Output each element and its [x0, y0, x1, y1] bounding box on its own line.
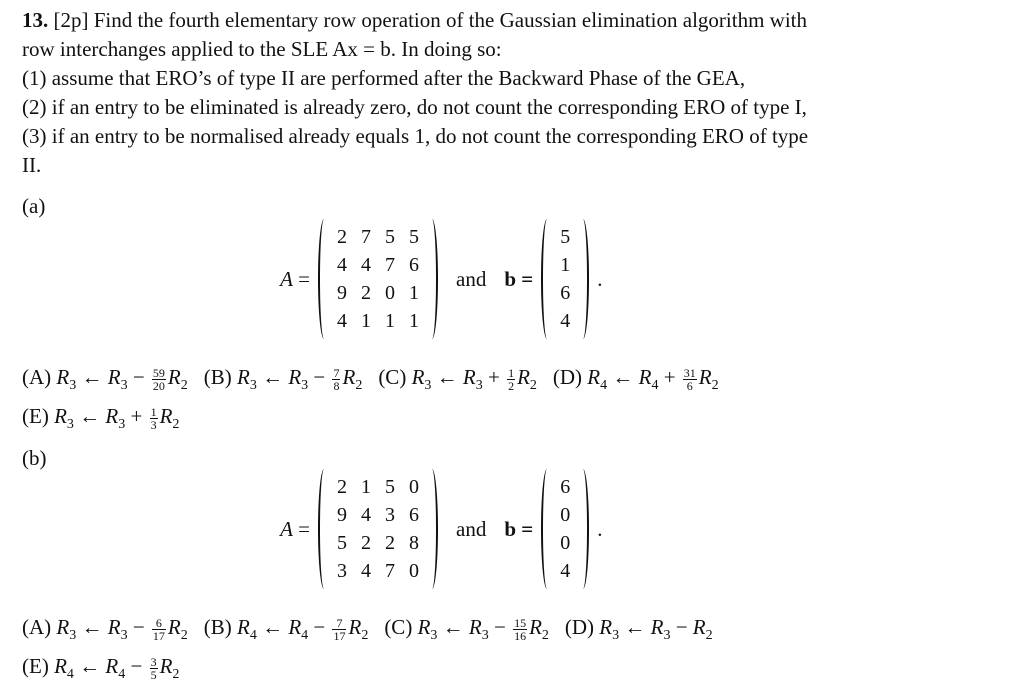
matrix-cell: 5	[385, 226, 395, 248]
row-source: $R_3$	[462, 365, 483, 394]
vector-b-table	[553, 223, 577, 335]
option-key: (B)	[203, 615, 237, 639]
row-target: $R_3$	[56, 615, 77, 644]
matrix-cell: 0	[409, 560, 419, 582]
condition-3: (3) if an entry to be normalised already equals 1, do not count the corresponding ERO of type	[22, 124, 809, 148]
row-pivot: $R_2$	[348, 615, 369, 644]
fraction	[332, 617, 346, 642]
matrix-cell: 1	[361, 476, 371, 498]
option-b	[203, 615, 369, 644]
matrix-cell: 5	[337, 532, 347, 554]
condition-1: (1) assume that ERO’s of type II are performed after the Backward Phase of the GEA,	[22, 66, 746, 90]
row-target: $R_4$	[236, 615, 257, 644]
options-line	[22, 651, 729, 690]
row-pivot: $R_2$	[167, 615, 188, 644]
vector-b	[541, 473, 589, 585]
arrow: ←	[619, 615, 651, 639]
arrow: ←	[76, 365, 108, 389]
fraction	[507, 367, 515, 392]
matrix-A-label: A =	[280, 516, 310, 541]
matrix-cell: 6	[409, 254, 419, 276]
option-b	[203, 365, 363, 394]
row-source: $R_4$	[288, 615, 309, 644]
sign: −	[670, 615, 693, 639]
part-a-options	[22, 362, 735, 440]
option-d	[552, 365, 719, 394]
matrix-A	[318, 473, 438, 585]
A-symbol: A	[280, 266, 293, 291]
matrix-cell: 2	[361, 532, 371, 554]
vector-b-table	[553, 473, 577, 585]
option-key: (C)	[378, 365, 412, 389]
problem-line-1	[22, 8, 807, 33]
matrix-cell: 3	[385, 504, 395, 526]
matrix-A	[318, 223, 438, 335]
matrix-cell: 4	[337, 310, 347, 332]
sign: −	[125, 654, 148, 679]
denominator: 3	[150, 417, 157, 432]
part-a-label: (a)	[22, 194, 46, 218]
row-pivot: $R_2$	[159, 404, 180, 433]
matrix-cell: 4	[361, 504, 371, 526]
numerator: 3	[150, 654, 157, 669]
option-d	[564, 615, 713, 644]
matrix-cell: 7	[385, 560, 395, 582]
problem-text-1: Find the fourth elementary row operation of the Gaussian elimination algorithm with	[93, 8, 808, 32]
numerator: 31	[683, 365, 696, 380]
vector-b-label: b =	[504, 266, 534, 291]
matrix-cell: 0	[409, 476, 419, 498]
row-source: $R_4$	[638, 365, 659, 394]
matrix-cell: 9	[337, 282, 347, 304]
matrix-cell: 4	[560, 310, 571, 332]
problem-points: [2p]	[53, 8, 89, 32]
denominator: 20	[152, 378, 165, 393]
arrow: ←	[73, 654, 106, 679]
row-source: $R_3$	[288, 365, 309, 394]
period: .	[597, 516, 603, 541]
row-target: $R_3$	[599, 615, 620, 644]
matrix-cell: 2	[385, 532, 395, 554]
left-paren	[541, 219, 553, 339]
arrow: ←	[73, 404, 106, 429]
problem-line-2: row interchanges applied to the SLE Ax = b. In doing so:	[22, 37, 502, 61]
row-target: $R_3$	[56, 365, 77, 394]
row-target: $R_3$	[236, 365, 257, 394]
row-pivot: $R_2$	[529, 615, 549, 644]
option-key: (A)	[22, 615, 57, 639]
numerator: 7	[333, 365, 340, 380]
denominator: 5	[150, 667, 157, 682]
right-paren	[577, 219, 589, 339]
sign: +	[482, 365, 506, 389]
option-key: (A)	[22, 365, 57, 389]
left-paren	[541, 469, 553, 589]
sign: −	[127, 365, 150, 389]
matrix-cell: 1	[385, 310, 395, 332]
row-source: $R_3$	[105, 404, 126, 433]
arrow: ←	[437, 615, 469, 639]
matrix-cell: 1	[409, 310, 419, 332]
right-paren	[426, 469, 438, 589]
part-a-system	[250, 220, 602, 338]
matrix-A-label: A =	[280, 266, 310, 291]
numerator: 59	[152, 365, 165, 380]
options-line	[22, 362, 735, 401]
option-key: (D)	[564, 615, 600, 639]
condition-3-cont: II.	[22, 153, 42, 177]
arrow: ←	[256, 615, 289, 639]
option-key: (E)	[22, 654, 55, 679]
row-target: $R_3$	[54, 404, 74, 433]
options-line	[22, 612, 729, 651]
matrix-cell: 5	[560, 226, 571, 248]
arrow: ←	[431, 365, 463, 389]
option-key: (D)	[552, 365, 588, 389]
matrix-cell: 8	[409, 532, 419, 554]
option-key: (E)	[22, 404, 55, 429]
sign: +	[658, 365, 681, 389]
fraction	[150, 656, 158, 681]
matrix-cell: 1	[361, 310, 371, 332]
matrix-cell: 4	[337, 254, 347, 276]
fraction	[152, 617, 166, 642]
option-e	[22, 404, 180, 433]
denominator: 8	[333, 378, 340, 393]
row-source: $R_3$	[107, 365, 128, 394]
option-c	[384, 615, 549, 644]
fraction	[683, 367, 697, 392]
row-pivot: $R_2$	[159, 654, 180, 683]
row-target: $R_3$	[411, 365, 432, 394]
denominator: 17	[333, 628, 346, 643]
row-target: $R_4$	[54, 654, 74, 683]
matrix-cell: 0	[560, 532, 571, 554]
fraction	[513, 617, 527, 642]
matrix-cell: 6	[409, 504, 419, 526]
row-target: $R_4$	[587, 365, 608, 394]
matrix-cell: 7	[361, 226, 371, 248]
row-pivot: $R_2$	[692, 615, 713, 644]
matrix-cell: 4	[361, 254, 371, 276]
condition-2: (2) if an entry to be eliminated is already zero, do not count the corresponding ERO of type I,	[22, 95, 807, 119]
option-key: (B)	[203, 365, 237, 389]
arrow: ←	[76, 615, 108, 639]
option-c	[378, 365, 537, 394]
fraction	[150, 406, 158, 431]
option-a	[22, 615, 188, 644]
matrix-cell: 9	[337, 504, 347, 526]
and-text: and	[456, 266, 487, 291]
option-e	[22, 654, 180, 683]
matrix-cell: 6	[560, 476, 571, 498]
A-symbol: A	[280, 516, 293, 541]
matrix-cell: 7	[385, 254, 395, 276]
problem-number: 13.	[22, 8, 49, 32]
matrix-cell: 3	[337, 560, 347, 582]
sign: +	[125, 404, 148, 429]
right-paren	[426, 219, 438, 339]
numerator: 1	[508, 365, 515, 380]
option-key: (C)	[384, 615, 418, 639]
denominator: 2	[508, 378, 515, 393]
numerator: 6	[152, 617, 166, 630]
denominator: 16	[514, 628, 527, 643]
sign: −	[488, 615, 512, 639]
row-source: $R_3$	[650, 615, 671, 644]
sign: −	[308, 615, 331, 639]
right-paren	[577, 469, 589, 589]
denominator: 17	[152, 628, 165, 643]
and-text: and	[456, 516, 487, 541]
matrix-cell: 1	[560, 254, 571, 276]
row-pivot: $R_2$	[167, 365, 188, 394]
matrix-cell: 2	[337, 476, 347, 498]
fraction	[152, 367, 166, 392]
numerator: 1	[150, 404, 157, 419]
row-pivot: $R_2$	[698, 365, 719, 394]
sign: −	[308, 365, 331, 389]
row-source: $R_3$	[468, 615, 489, 644]
matrix-cell: 5	[409, 226, 419, 248]
vector-b	[541, 223, 589, 335]
matrix-cell: 6	[560, 282, 571, 304]
denominator: 6	[686, 378, 693, 393]
matrix-cell: 2	[337, 226, 347, 248]
numerator: 15	[514, 615, 527, 630]
matrix-A-table	[330, 223, 426, 335]
part-b-system	[250, 470, 602, 588]
matrix-A-table	[330, 473, 426, 585]
matrix-cell: 2	[361, 282, 371, 304]
left-paren	[318, 219, 330, 339]
row-source: $R_3$	[107, 615, 128, 644]
period: .	[597, 266, 603, 291]
fraction	[332, 367, 340, 392]
row-pivot: $R_2$	[517, 365, 537, 394]
matrix-cell: 4	[361, 560, 371, 582]
vector-b-label: b =	[504, 516, 534, 541]
matrix-cell: 0	[385, 282, 395, 304]
row-pivot: $R_2$	[342, 365, 363, 394]
options-line	[22, 401, 735, 440]
row-source: $R_4$	[105, 654, 126, 683]
arrow: ←	[256, 365, 289, 389]
arrow: ←	[607, 365, 639, 389]
left-paren	[318, 469, 330, 589]
part-b-options	[22, 612, 729, 690]
option-a	[22, 365, 188, 394]
sign: −	[127, 615, 150, 639]
matrix-cell: 5	[385, 476, 395, 498]
numerator: 7	[332, 617, 346, 630]
row-target: $R_3$	[417, 615, 438, 644]
matrix-cell: 1	[409, 282, 419, 304]
matrix-cell: 4	[560, 560, 571, 582]
matrix-cell: 0	[560, 504, 571, 526]
part-b-label: (b)	[22, 446, 47, 470]
